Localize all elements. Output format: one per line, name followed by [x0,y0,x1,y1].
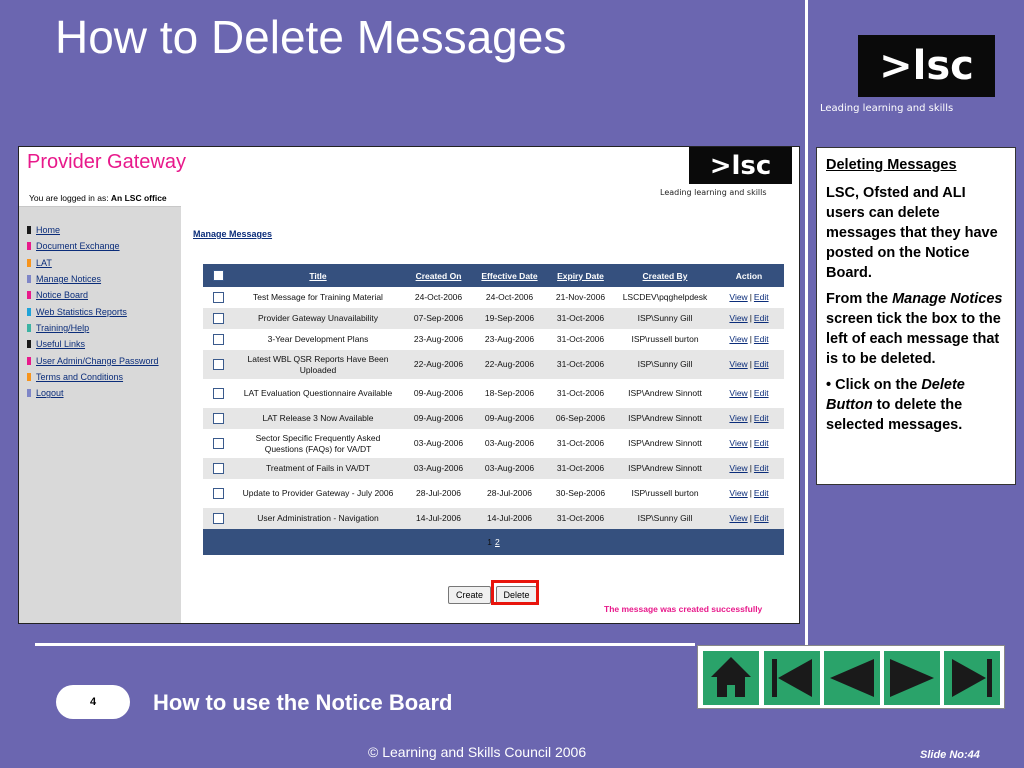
table-row [203,308,784,329]
nav-bullet [27,275,31,283]
cell-expiry-date: 30-Sep-2006 [545,479,616,508]
row-select-cell [203,329,233,350]
edit-link[interactable]: Edit [753,488,769,498]
cell-action [714,329,784,350]
row-select-cell [203,350,233,379]
cell-title: Treatment of Fails in VA/DT [233,458,403,479]
cell-created-by: ISP\russell burton [616,479,714,508]
cell-title: Latest WBL QSR Reports Have Been Uploaded [233,350,403,379]
footer-title: How to use the Notice Board [153,690,453,715]
column-header-effective-date[interactable]: Effective Date [474,264,545,287]
vertical-divider [805,0,808,645]
row-select-cell [203,379,233,408]
provider-gateway-screenshot [18,146,800,624]
table-row [203,408,784,429]
row-select-cell [203,458,233,479]
sidebar-item-label[interactable]: LAT [36,257,52,268]
action-separator: | [749,359,752,369]
cell-created-on: 09-Aug-2006 [403,408,474,429]
cell-created-on: 14-Jul-2006 [403,508,474,529]
first-icon[interactable] [764,651,820,705]
table-row [203,479,784,508]
sidebar-item-label[interactable]: Web Statistics Reports [36,306,127,317]
instruction-note [816,147,1016,485]
row-checkbox[interactable] [213,438,224,449]
table-row [203,429,784,458]
column-header-created-by[interactable]: Created By [616,264,714,287]
action-separator: | [749,413,752,423]
lsc-logo: >lsc [858,35,995,97]
cell-created-on: 07-Sep-2006 [403,308,474,329]
cell-created-by: ISP\russell burton [616,329,714,350]
edit-link[interactable]: Edit [753,359,769,369]
nav-bullet [27,226,31,234]
view-link[interactable]: View [729,513,748,523]
cell-action [714,458,784,479]
note-paragraph-2: From the Manage Notices screen tick the box to the left of each message that is to be deleted. [826,291,1003,367]
cell-title: Update to Provider Gateway - July 2006 [233,479,403,508]
edit-link[interactable]: Edit [753,513,769,523]
cell-title: Provider Gateway Unavailability [233,308,403,329]
cell-effective-date: 23-Aug-2006 [474,329,545,350]
cell-expiry-date: 21-Nov-2006 [545,287,616,308]
sidebar-item-user-admin-change-password[interactable] [27,352,181,368]
cell-action [714,408,784,429]
action-separator: | [749,313,752,323]
select-all-checkbox[interactable] [213,270,224,281]
view-link[interactable]: View [729,438,748,448]
row-checkbox[interactable] [213,388,224,399]
cell-effective-date: 22-Aug-2006 [474,350,545,379]
action-separator: | [749,334,752,344]
pager [203,529,784,555]
cell-expiry-date: 31-Oct-2006 [545,329,616,350]
row-checkbox[interactable] [213,313,224,324]
cell-created-on: 23-Aug-2006 [403,329,474,350]
row-checkbox[interactable] [213,463,224,474]
cell-effective-date: 24-Oct-2006 [474,287,545,308]
next-icon[interactable] [884,651,940,705]
cell-title: LAT Evaluation Questionnaire Available [233,379,403,408]
column-header-created-on[interactable]: Created On [403,264,474,287]
view-link[interactable]: View [729,292,748,302]
sidebar-item-label[interactable]: Document Exchange [36,241,120,252]
sidebar-item-notice-board[interactable] [27,287,181,303]
row-select-cell [203,479,233,508]
sidebar-item-useful-links[interactable] [27,336,181,352]
logged-in-status: You are logged in as: An LSC office [29,193,167,203]
cell-created-by: LSCDEV\pqghelpdesk [616,287,714,308]
sidebar-nav [19,206,181,624]
cell-created-by: ISP\Andrew Sinnott [616,408,714,429]
row-select-cell [203,408,233,429]
table-row [203,287,784,308]
cell-action [714,350,784,379]
cell-title: User Administration - Navigation [233,508,403,529]
cell-created-by: ISP\Sunny Gill [616,308,714,329]
row-checkbox[interactable] [213,488,224,499]
cell-expiry-date: 31-Oct-2006 [545,379,616,408]
nav-bullet [27,324,31,332]
cell-expiry-date: 31-Oct-2006 [545,458,616,479]
success-message: The message was created successfully [604,604,763,614]
cell-effective-date: 03-Aug-2006 [474,458,545,479]
cell-action [714,287,784,308]
view-link[interactable]: View [729,463,748,473]
note-paragraph-1: LSC, Ofsted and ALI users can delete messages that they have posted on the Notice Board. [826,185,998,281]
cell-title: Sector Specific Frequently Asked Questions (FAQs) for VA/DT [233,429,403,458]
nav-bullet [27,340,31,348]
row-select-cell [203,287,233,308]
action-separator: | [749,488,752,498]
pager-row [203,529,784,555]
row-select-cell [203,429,233,458]
nav-bullet [27,291,31,299]
column-header-title[interactable]: Title [233,264,403,287]
slide-number-badge: 4 [56,685,130,719]
sidebar-item-label[interactable]: Home [36,225,61,236]
slide-no: Slide No:44 [920,749,980,761]
sidebar-item-label[interactable]: Useful Links [36,339,86,350]
sidebar-item-manage-notices[interactable] [27,271,181,287]
horizontal-divider [35,643,695,646]
nav-bullet [27,308,31,316]
table-row [203,458,784,479]
row-checkbox[interactable] [213,359,224,370]
row-checkbox[interactable] [213,334,224,345]
cell-expiry-date: 06-Sep-2006 [545,408,616,429]
cell-created-by: ISP\Sunny Gill [616,350,714,379]
cell-created-by: ISP\Andrew Sinnott [616,379,714,408]
row-select-cell [203,508,233,529]
action-separator: | [749,388,752,398]
table-row [203,350,784,379]
column-header-expiry-date[interactable]: Expiry Date [545,264,616,287]
cell-created-by: ISP\Andrew Sinnott [616,429,714,458]
pager-next-page-link[interactable]: 2 [495,536,500,547]
cell-created-on: 09-Aug-2006 [403,379,474,408]
edit-link[interactable]: Edit [753,292,769,302]
edit-link[interactable]: Edit [753,438,769,448]
last-icon[interactable] [944,651,1000,705]
select-all-header [203,264,233,287]
cell-action [714,508,784,529]
edit-link[interactable]: Edit [753,334,769,344]
logged-in-user: An LSC office [110,193,167,203]
cell-created-on: 22-Aug-2006 [403,350,474,379]
cell-created-on: 03-Aug-2006 [403,458,474,479]
view-link[interactable]: View [729,413,748,423]
cell-expiry-date: 31-Oct-2006 [545,350,616,379]
cell-created-on: 28-Jul-2006 [403,479,474,508]
row-checkbox[interactable] [213,292,224,303]
edit-link[interactable]: Edit [753,388,769,398]
view-link[interactable]: View [729,359,748,369]
table-row [203,329,784,350]
column-header-action: Action [714,264,784,287]
view-link[interactable]: View [729,388,748,398]
copyright: © Learning and Skills Council 2006 [368,744,587,760]
cell-action [714,308,784,329]
cell-expiry-date: 31-Oct-2006 [545,308,616,329]
action-separator: | [749,292,752,302]
view-link[interactable]: View [729,488,748,498]
cell-effective-date: 09-Aug-2006 [474,408,545,429]
cell-created-by: ISP\Sunny Gill [616,508,714,529]
sidebar-item-web-statistics-reports[interactable] [27,303,181,319]
cell-effective-date: 14-Jul-2006 [474,508,545,529]
previous-icon[interactable] [824,651,880,705]
row-checkbox[interactable] [213,513,224,524]
sidebar-item-logout[interactable] [27,385,181,401]
sidebar-item-label[interactable]: Manage Notices [36,274,102,285]
cell-action [714,479,784,508]
row-checkbox[interactable] [213,413,224,424]
home-icon[interactable] [703,651,759,705]
view-link[interactable]: View [729,334,748,344]
cell-title: Test Message for Training Material [233,287,403,308]
nav-bullet [27,357,31,365]
gateway-logo-tagline: Leading learning and skills [660,188,767,197]
delete-highlight-box [491,580,539,605]
sidebar-item-label[interactable]: Terms and Conditions [36,371,124,382]
note-heading: Deleting Messages [826,157,957,173]
cell-created-on: 24-Oct-2006 [403,287,474,308]
logo-tagline: Leading learning and skills [820,103,954,114]
cell-effective-date: 19-Sep-2006 [474,308,545,329]
delete-button[interactable]: Delete [496,586,537,604]
sidebar-item-lat[interactable] [27,255,181,271]
cell-action [714,379,784,408]
sidebar-item-label[interactable]: User Admin/Change Password [36,355,159,366]
cell-created-by: ISP\Andrew Sinnott [616,458,714,479]
edit-link[interactable]: Edit [753,413,769,423]
row-select-cell [203,308,233,329]
sidebar-item-document-exchange[interactable] [27,238,181,254]
note-paragraph-3: • Click on the Delete Button to delete the selected messages. [826,377,965,433]
cell-expiry-date: 31-Oct-2006 [545,429,616,458]
sidebar-item-label[interactable]: Logout [36,388,64,399]
slide-title: How to Delete Messages [55,11,567,63]
view-link[interactable]: View [729,313,748,323]
action-separator: | [749,463,752,473]
cell-effective-date: 18-Sep-2006 [474,379,545,408]
sidebar-item-label[interactable]: Notice Board [36,290,89,301]
edit-link[interactable]: Edit [753,313,769,323]
cell-title: LAT Release 3 Now Available [233,408,403,429]
nav-bullet [27,389,31,397]
sidebar-item-training-help[interactable] [27,320,181,336]
sidebar-item-label[interactable]: Training/Help [36,322,90,333]
app-title: Provider Gateway [27,151,186,173]
sidebar-item-terms-and-conditions[interactable] [27,369,181,385]
cell-effective-date: 28-Jul-2006 [474,479,545,508]
nav-bullet [27,373,31,381]
edit-link[interactable]: Edit [753,463,769,473]
cell-created-on: 03-Aug-2006 [403,429,474,458]
table-row [203,508,784,529]
sidebar-item-home[interactable] [27,222,181,238]
create-button[interactable]: Create [448,586,491,604]
pager-current-page: 1 [487,536,492,547]
cell-title: 3-Year Development Plans [233,329,403,350]
table-row [203,379,784,408]
cell-effective-date: 03-Aug-2006 [474,429,545,458]
nav-bullet [27,242,31,250]
action-separator: | [749,438,752,448]
slide-navigation [697,645,1005,709]
action-separator: | [749,513,752,523]
cell-expiry-date: 31-Oct-2006 [545,508,616,529]
cell-action [714,429,784,458]
nav-bullet [27,259,31,267]
gateway-lsc-logo: >lsc [689,147,792,184]
section-title: Manage Messages [193,229,273,239]
messages-table [203,264,784,555]
